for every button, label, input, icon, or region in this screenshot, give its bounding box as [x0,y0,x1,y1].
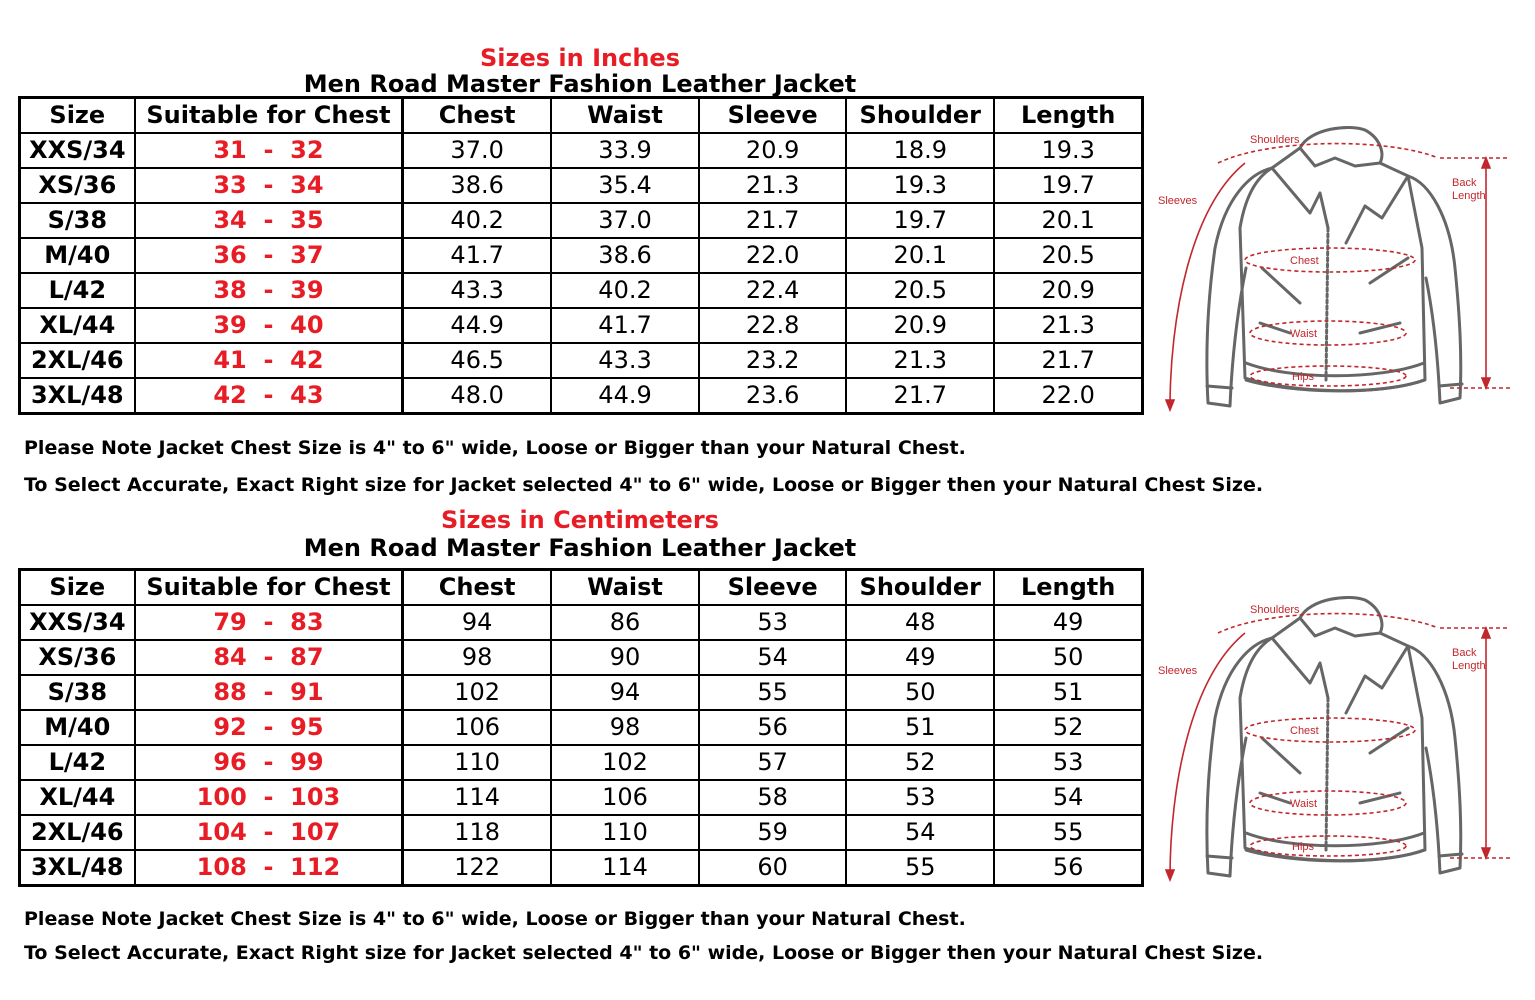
measurement-cell: 21.7 [699,203,846,238]
measurement-cell: 56 [994,850,1142,886]
chest-range-cell: 79 - 83 [135,605,403,640]
size-cell: XS/36 [20,168,135,203]
measurement-cell: 22.4 [699,273,846,308]
measurement-cell: 106 [403,710,551,745]
column-header: Suitable for Chest [135,98,403,134]
size-cell: M/40 [20,238,135,273]
measurement-cell: 21.3 [994,308,1142,343]
chest-range-cell: 33 - 34 [135,168,403,203]
measurement-cell: 19.7 [846,203,994,238]
chest-range-cell: 108 - 112 [135,850,403,886]
measurement-cell: 110 [403,745,551,780]
size-cell: XL/44 [20,308,135,343]
centimeters-note-1: Please Note Jacket Chest Size is 4" to 6" wide, Loose or Bigger than your Natural Chest. [24,908,966,930]
centimeters-title: Sizes in Centimeters [441,506,719,534]
measurement-cell: 58 [699,780,846,815]
measurement-cell: 50 [846,675,994,710]
table-row [20,133,1143,168]
measurement-cell: 23.6 [699,378,846,414]
measurement-cell: 43.3 [551,343,699,378]
column-header: Shoulder [846,570,994,606]
measurement-cell: 46.5 [403,343,551,378]
diagram-label-length: Length [1452,190,1486,202]
size-cell: L/42 [20,273,135,308]
chest-range-cell: 36 - 37 [135,238,403,273]
measurement-cell: 106 [551,780,699,815]
measurement-cell: 55 [846,850,994,886]
measurement-cell: 44.9 [551,378,699,414]
table-row [20,308,1143,343]
measurement-cell: 43.3 [403,273,551,308]
column-header: Chest [403,570,551,606]
measurement-cell: 22.0 [994,378,1142,414]
table-header-row [20,98,1143,134]
table-row [20,343,1143,378]
measurement-cell: 41.7 [551,308,699,343]
measurement-cell: 53 [994,745,1142,780]
jacket-sketch-icon [1150,588,1525,888]
table-row [20,710,1143,745]
jacket-outline [1207,127,1462,406]
measurement-cell: 98 [551,710,699,745]
column-header: Length [994,98,1142,134]
measurement-cell: 35.4 [551,168,699,203]
size-cell: XXS/34 [20,605,135,640]
column-header: Shoulder [846,98,994,134]
column-header: Suitable for Chest [135,570,403,606]
measurement-cell: 20.9 [699,133,846,168]
chest-range-cell: 96 - 99 [135,745,403,780]
measurement-cell: 41.7 [403,238,551,273]
measurement-cell: 19.3 [994,133,1142,168]
inches-subtitle: Men Road Master Fashion Leather Jacket [303,70,857,98]
centimeters-subtitle: Men Road Master Fashion Leather Jacket [303,534,857,562]
diagram-label-waist: Waist [1290,798,1318,810]
size-cell: 2XL/46 [20,343,135,378]
size-cell: 3XL/48 [20,850,135,886]
measurement-cell: 40.2 [551,273,699,308]
chest-range-cell: 31 - 32 [135,133,403,168]
diagram-label-chest: Chest [1290,255,1319,267]
measurement-cell: 86 [551,605,699,640]
jacket-measurement-diagram [1150,588,1525,888]
chest-range-cell: 100 - 103 [135,780,403,815]
measurement-cell: 38.6 [551,238,699,273]
measurement-cell: 118 [403,815,551,850]
size-cell: L/42 [20,745,135,780]
chest-range-cell: 38 - 39 [135,273,403,308]
measurement-cell: 51 [994,675,1142,710]
diagram-label-waist: Waist [1290,328,1318,340]
measurement-cell: 21.3 [699,168,846,203]
measurement-cell: 110 [551,815,699,850]
measurement-cell: 57 [699,745,846,780]
measurement-cell: 54 [699,640,846,675]
size-cell: 2XL/46 [20,815,135,850]
column-header: Waist [551,98,699,134]
diagram-label-shoulders: Shoulders [1250,134,1300,146]
measurement-cell: 53 [846,780,994,815]
measurement-cell: 55 [994,815,1142,850]
diagram-label-sleeves: Sleeves [1158,665,1198,677]
size-cell: XS/36 [20,640,135,675]
diagram-label-hips: Hips [1292,841,1315,853]
measurement-cell: 90 [551,640,699,675]
measurement-cell: 48.0 [403,378,551,414]
measurement-cell: 52 [994,710,1142,745]
jacket-sketch-icon [1150,118,1525,418]
size-cell: M/40 [20,710,135,745]
measurement-cell: 22.8 [699,308,846,343]
table-row [20,850,1143,886]
size-cell: 3XL/48 [20,378,135,414]
table-row [20,675,1143,710]
measurement-cell: 48 [846,605,994,640]
measurement-cell: 60 [699,850,846,886]
measurement-cell: 20.5 [846,273,994,308]
measurement-cell: 33.9 [551,133,699,168]
measurement-cell: 37.0 [551,203,699,238]
centimeters-size-table [18,568,1144,887]
table-row [20,745,1143,780]
measurement-cell: 102 [551,745,699,780]
measurement-cell: 102 [403,675,551,710]
table-row [20,273,1143,308]
measurement-cell: 49 [994,605,1142,640]
diagram-label-sleeves: Sleeves [1158,195,1198,207]
chest-range-cell: 104 - 107 [135,815,403,850]
measurement-cell: 44.9 [403,308,551,343]
measurement-cell: 52 [846,745,994,780]
chest-range-cell: 41 - 42 [135,343,403,378]
measurement-cell: 38.6 [403,168,551,203]
column-header: Sleeve [699,98,846,134]
measurement-cell: 20.9 [846,308,994,343]
jacket-outline [1207,597,1462,876]
diagram-label-back: Back [1452,647,1477,659]
column-header: Waist [551,570,699,606]
diagram-label-length: Length [1452,660,1486,672]
measurement-cell: 20.1 [994,203,1142,238]
table-row [20,815,1143,850]
column-header: Length [994,570,1142,606]
measurement-cell: 37.0 [403,133,551,168]
chest-range-cell: 88 - 91 [135,675,403,710]
diagram-label-back: Back [1452,177,1477,189]
size-cell: XL/44 [20,780,135,815]
column-header: Size [20,570,135,606]
table-row [20,168,1143,203]
table-row [20,605,1143,640]
column-header: Size [20,98,135,134]
table-header-row [20,570,1143,606]
measurement-cell: 59 [699,815,846,850]
table-row [20,640,1143,675]
measurement-cell: 50 [994,640,1142,675]
measurement-cell: 21.7 [994,343,1142,378]
size-cell: S/38 [20,203,135,238]
measurement-cell: 51 [846,710,994,745]
diagram-label-hips: Hips [1292,371,1315,383]
inches-size-table [18,96,1144,415]
table-row [20,780,1143,815]
measurement-cell: 21.3 [846,343,994,378]
measurement-cell: 53 [699,605,846,640]
column-header: Chest [403,98,551,134]
table-row [20,203,1143,238]
jacket-measurement-diagram [1150,118,1525,418]
size-cell: S/38 [20,675,135,710]
measurement-cell: 55 [699,675,846,710]
measurement-cell: 54 [846,815,994,850]
measurement-cell: 94 [403,605,551,640]
measurement-cell: 54 [994,780,1142,815]
chest-range-cell: 84 - 87 [135,640,403,675]
column-header: Sleeve [699,570,846,606]
measurement-cell: 98 [403,640,551,675]
measurement-cell: 21.7 [846,378,994,414]
chest-range-cell: 34 - 35 [135,203,403,238]
diagram-label-chest: Chest [1290,725,1319,737]
inches-note-2: To Select Accurate, Exact Right size for Jacket selected 4" to 6" wide, Loose or Bigger then your Natural Chest Size. [24,474,1264,496]
measurement-cell: 19.7 [994,168,1142,203]
chest-range-cell: 42 - 43 [135,378,403,414]
measurement-cell: 22.0 [699,238,846,273]
measurement-cell: 56 [699,710,846,745]
diagram-label-shoulders: Shoulders [1250,604,1300,616]
table-row [20,238,1143,273]
measurement-cell: 20.9 [994,273,1142,308]
measurement-cell: 40.2 [403,203,551,238]
measurement-cell: 114 [551,850,699,886]
chest-range-cell: 39 - 40 [135,308,403,343]
measurement-cell: 23.2 [699,343,846,378]
measurement-cell: 19.3 [846,168,994,203]
measurement-cell: 20.5 [994,238,1142,273]
measurement-cell: 114 [403,780,551,815]
inches-title: Sizes in Inches [480,44,680,72]
inches-note-1: Please Note Jacket Chest Size is 4" to 6" wide, Loose or Bigger than your Natural Chest. [24,437,966,459]
measurement-cell: 122 [403,850,551,886]
measurement-cell: 49 [846,640,994,675]
measurement-cell: 94 [551,675,699,710]
measurement-cell: 18.9 [846,133,994,168]
table-row [20,378,1143,414]
centimeters-note-2: To Select Accurate, Exact Right size for Jacket selected 4" to 6" wide, Loose or Bigger then your Natural Chest Size. [24,942,1264,964]
chest-range-cell: 92 - 95 [135,710,403,745]
measurement-cell: 20.1 [846,238,994,273]
size-cell: XXS/34 [20,133,135,168]
